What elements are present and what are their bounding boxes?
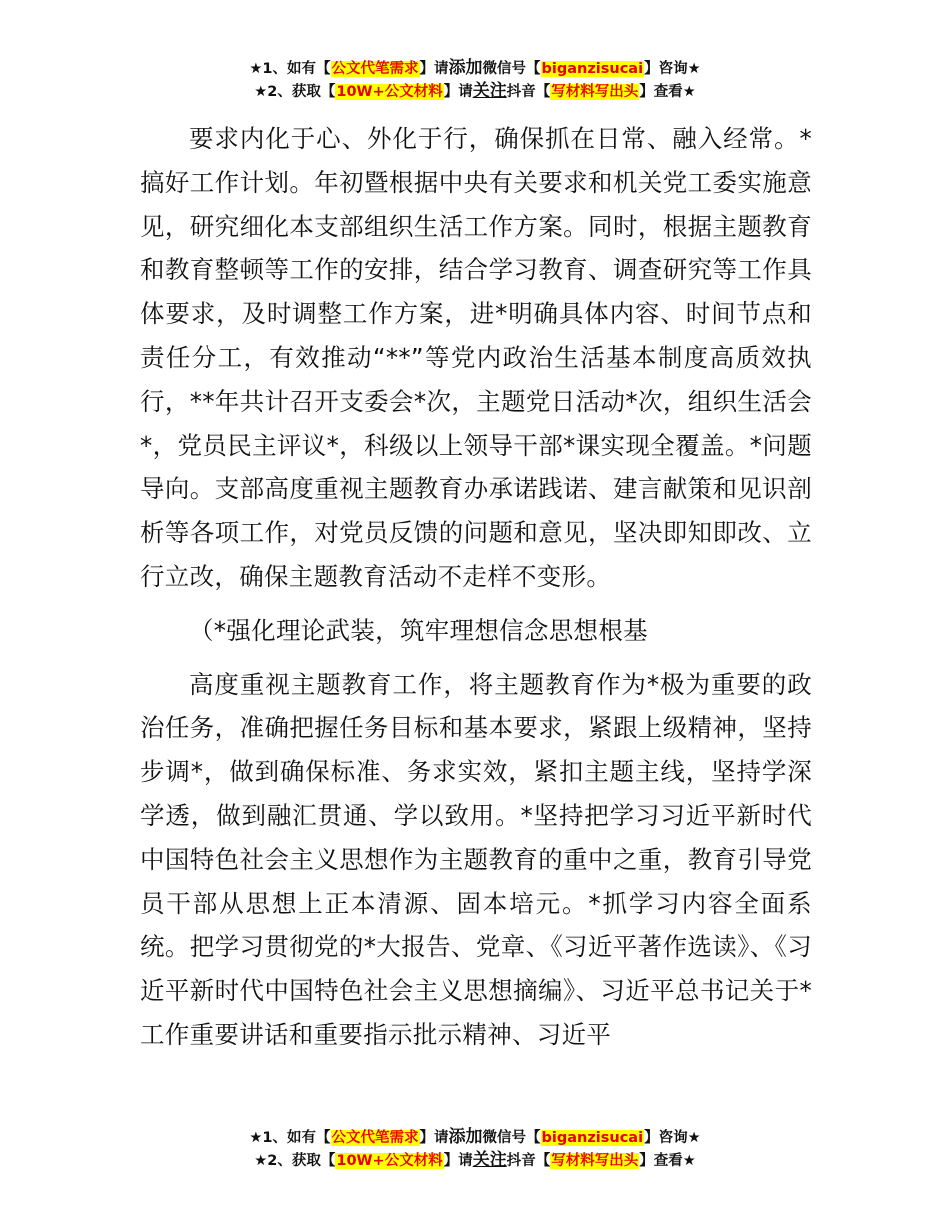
banner-emphasis: 添加: [448, 1127, 483, 1147]
banner-text: 】请: [419, 1130, 449, 1146]
star-icon: ★: [249, 1130, 263, 1146]
highlight-wechat-id: biganzisucai: [541, 1130, 644, 1146]
header-banner-line-1: [0, 57, 950, 80]
star-icon: ★: [254, 84, 268, 100]
paragraph-2: 高度重视主题教育工作，将主题教育作为*极为重要的政治任务，准确把握任务目标和基本要求，紧跟上级精神，坚持步调*，做到确保标准、务求实效，紧扣主题主线，坚持学深学透，做到融汇贯通、学以致用。*坚持把学习习近平新时代中国特色社会主义思想作为主题教育的重中之重，教育引导党员干部从思想上正本清源、固本培元。*抓学习内容全面系统。把学习贯彻党的*大报告、党章、《习近平著作选读》、《习近平新时代中国特色社会主义思想摘编》、习近平总书记关于*工作重要讲话和重要指示批示精神、习近平: [140, 669, 812, 1049]
document-body: [140, 117, 812, 1057]
banner-emphasis: 添加: [448, 58, 483, 78]
banner-text: 】查看★: [639, 1153, 696, 1169]
footer-banner-line-1: [0, 1126, 950, 1149]
banner-text: 】请: [443, 84, 473, 100]
banner-text: 2、获取【: [267, 1153, 336, 1169]
highlight-douyin-id: 写材料写出头: [551, 84, 639, 100]
banner-text: 】咨询★: [644, 61, 701, 77]
star-icon: ★: [249, 61, 263, 77]
star-icon: ★: [254, 1153, 268, 1169]
highlight-materials: 10W+公文材料: [336, 84, 443, 100]
highlight-douyin-id: 写材料写出头: [551, 1153, 639, 1169]
banner-text: 2、获取【: [267, 84, 336, 100]
banner-text: 】请: [419, 61, 449, 77]
section-heading: （*强化理论武装，筑牢理想信念思想根基: [189, 615, 648, 645]
banner-text: 抖音【: [506, 84, 551, 100]
footer-banner-line-2: [0, 1149, 950, 1172]
paragraph-1: 要求内化于心、外化于行，确保抓在日常、融入经常。*搞好工作计划。年初暨根据中央有关要求和机关党工委实施意见，研究细化本支部组织生活工作方案。同时，根据主题教育和教育整顿等工作的安排，结合学习教育、调查研究等工作具体要求，及时调整工作方案，进*明确具体内容、时间节点和责任分工，有效推动“**”等党内政治生活基本制度高质效执行，**年共计召开支委会*次，主题党日活动*次，组织生活会*，党员民主评议*，科级以上领导干部*课实现全覆盖。*问题导向。支部高度重视主题教育办承诺践诺、建言献策和见识剖析等各项工作，对党员反馈的问题和意见，坚决即知即改、立行立改，确保主题教育活动不走样不变形。: [140, 124, 812, 591]
highlight-materials: 10W+公文材料: [336, 1153, 443, 1169]
highlight-wechat-id: biganzisucai: [541, 61, 644, 77]
banner-text: 抖音【: [506, 1153, 551, 1169]
banner-text: 】咨询★: [644, 1130, 701, 1146]
header-banner-line-2: [0, 80, 950, 103]
banner-text: 1、如有【: [262, 1130, 331, 1146]
footer-banner: [0, 1126, 950, 1172]
highlight-service: 公文代笔需求: [331, 1130, 419, 1146]
highlight-service: 公文代笔需求: [331, 61, 419, 77]
banner-text: 】请: [443, 1153, 473, 1169]
banner-emphasis: 关注: [472, 81, 507, 101]
banner-emphasis: 关注: [472, 1150, 507, 1170]
banner-text: 】查看★: [639, 84, 696, 100]
header-banner: [0, 57, 950, 103]
banner-text: 微信号【: [482, 61, 541, 77]
banner-text: 1、如有【: [262, 61, 331, 77]
banner-text: 微信号【: [482, 1130, 541, 1146]
